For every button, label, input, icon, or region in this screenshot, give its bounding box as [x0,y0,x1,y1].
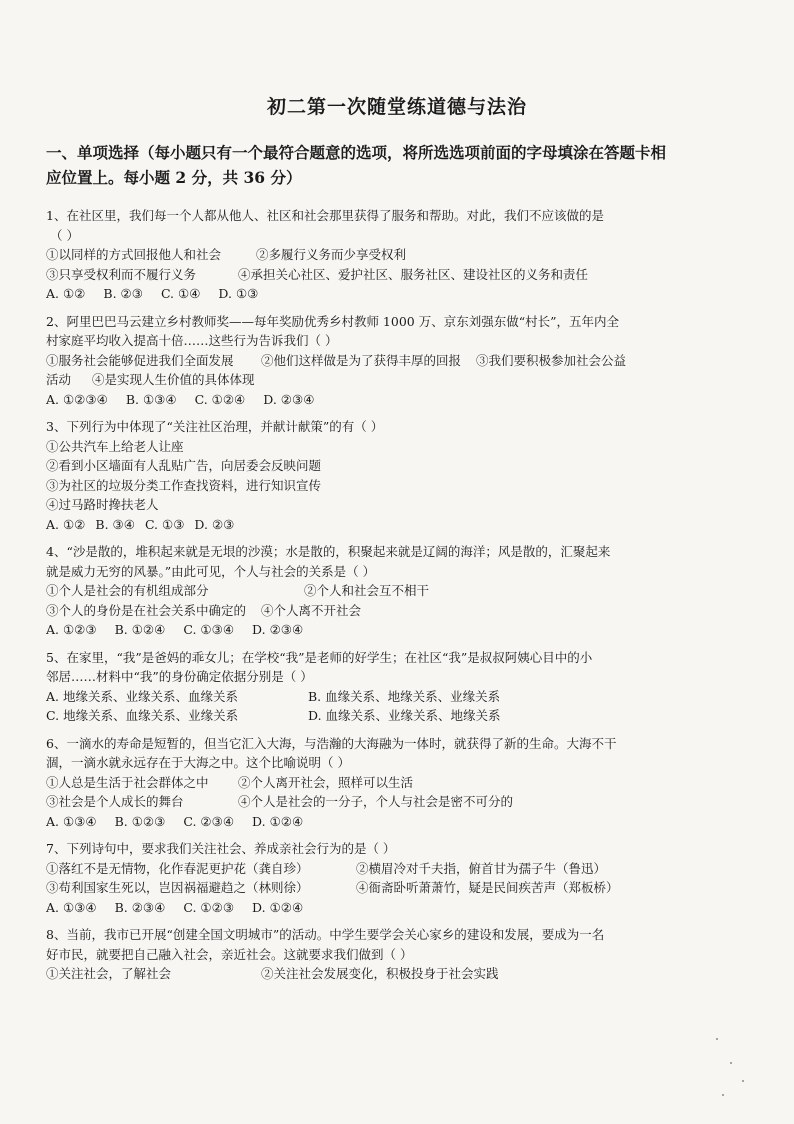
option-row [46,773,746,793]
question-stem: 涸，一滴水就永远存在于大海之中。这个比喻说明（ ） [46,755,350,770]
answer-choice: B. ①③④ [125,391,177,407]
option: ③社会是个人成长的舞台 [46,794,184,809]
question-stem: 村家庭平均收入提高十倍……这些行为告诉我们（ ） [46,333,338,348]
section-heading [46,140,746,190]
answer-choice: C. ②③④ [183,813,235,829]
question-stem: 好市民，就要把自己融入社会，亲近社会。这就要求我们做到（ ） [46,946,413,962]
option: ①以同样的方式回报他人和社会 [46,247,222,262]
answer-choices [46,390,746,410]
question-5 [46,648,746,726]
answer-choice: B. ②③ [103,286,143,301]
option: ①服务社会能够促进我们全面发展 [46,352,234,368]
option: ①关注社会，了解社会 [46,966,172,981]
scan-speck [742,1080,744,1082]
answer-choice: C. ①②④ [194,391,246,407]
option: B. 血缘关系、地缘关系、业缘关系 [308,688,501,704]
section-heading-line: 应位置上。每小题 2 分，共 36 分） [46,168,302,187]
option-row [46,601,746,621]
page-title: 初二第一次随堂练道德与法治 [266,96,527,118]
question-7 [46,839,746,917]
option: A. 地缘关系、业缘关系、血缘关系 [46,688,238,704]
answer-choice: D. ①③ [218,286,259,301]
option-row [46,859,746,879]
question-stem: 3、下列行为中体现了“关注社区治理，并献计献策”的有（ ） [46,419,384,434]
answer-choice: A. ①②③ [46,622,97,637]
answer-choice: D. ②③④ [263,391,315,407]
answer-choice: A. ①③④ [46,813,97,829]
answer-choice: C. ①③④ [183,622,235,637]
option-continued: 活动 [46,372,72,387]
option-row [46,964,746,984]
option: ④衙斋卧听萧萧竹，疑是民间疾苦声（郑板桥） [356,880,619,895]
answer-choice: B. ②③④ [114,899,166,915]
option-row [46,581,746,601]
answer-choice: D. ①②④ [252,899,304,915]
option-row [46,245,746,265]
scan-speck [730,1062,732,1064]
option: ①落红不是无情物，化作春泥更护花（龚自珍） [46,860,309,876]
answer-choice: B. ①②④ [114,622,166,637]
option: ①个人是社会的有机组成部分 [46,583,209,598]
question-stem: 8、当前，我市已开展“创建全国文明城市”的活动。中学生要学会关心家乡的建设和发展，要成为一名 [46,927,605,942]
option: ②个人离开社会，照样可以生活 [238,774,414,790]
answer-choice: A. ①③④ [46,899,97,915]
answer-choice: A. ①②③④ [46,391,108,407]
option-row [46,706,746,726]
answer-choice: B. ①②③ [114,813,166,829]
answer-choices [46,898,746,918]
option: ④是实现人生价值的具体体现 [92,372,255,387]
section-heading-line: 一、单项选择（每小题只有一个最符合题意的选项，将所选选项前面的字母填涂在答题卡相 [46,143,667,162]
question-6 [46,734,746,832]
answer-choices [46,620,746,640]
answer-choice: A. ①② [46,286,86,301]
option: ①公共汽车上给老人让座 [46,438,184,454]
answer-choice: A. ①② [46,516,86,532]
answer-choices [46,812,746,832]
question-stem: 5、在家里，“我”是爸妈的乖女儿；在学校“我”是老师的好学生；在社区“我”是叔叔阿姨心目中的小 [46,649,593,665]
question-2 [46,312,746,410]
question-1 [46,206,746,304]
option: ④个人是社会的一分子，个人与社会是密不可分的 [238,794,514,809]
option-row [46,792,746,812]
option: D. 血缘关系、业缘关系、地缘关系 [308,708,501,723]
option: ④过马路时搀扶老人 [46,497,159,512]
option: ③我们要积极参加社会公益 [476,352,627,368]
option-row [46,687,746,707]
option: ②关注社会发展变化，积极投身于社会实践 [261,966,499,981]
option: ②多履行义务而少享受权利 [256,247,407,262]
scan-speck [722,1094,724,1096]
question-8 [46,925,746,984]
question-stem: 4、“沙是散的，堆积起来就是无垠的沙漠；水是散的，积聚起来就是辽阔的海洋；风是散的，汇聚起来 [46,544,611,559]
answer-choices [46,515,746,535]
answer-bracket: （ ） [50,227,79,243]
question-stem: 就是威力无穷的风暴。”由此可见，个人与社会的关系是（ ） [46,563,376,579]
question-4 [46,542,746,640]
answer-choice: D. ②③④ [252,622,304,637]
option-row [46,351,746,371]
answer-choice: D. ①②④ [252,813,304,829]
option: ①人总是生活于社会群体之中 [46,774,209,790]
option: ③个人的身份是在社会关系中确定的 [46,602,247,618]
answer-choice: C. ①④ [160,286,201,301]
option: ③只享受权利而不履行义务 [46,266,197,282]
scan-speck [716,1038,718,1040]
answer-choice: C. ①②③ [183,899,235,915]
answer-choice: C. ①③ [144,516,185,532]
option: ②看到小区墙面有人乱贴广告，向居委会反映问题 [46,458,322,473]
option-row [46,370,746,390]
answer-choices [46,284,746,304]
option-row [46,265,746,285]
question-stem: 7、下列诗句中，要求我们关注社会、养成亲社会行为的是（ ） [46,841,396,856]
question-stem: 邻居……材料中“我”的身份确定依据分别是（ ） [46,669,313,684]
question-stem: 1、在社区里，我们每一个人都从他人、社区和社会那里获得了服务和帮助。对此，我们不应该做的是 [46,208,604,223]
answer-choice: B. ③④ [95,516,135,532]
option: ④个人离不开社会 [261,602,362,618]
question-stem: 6、一滴水的寿命是短暂的，但当它汇入大海，与浩瀚的大海融为一体时，就获得了新的生命。大海不干 [46,735,617,751]
option: ②个人和社会互不相干 [304,583,430,598]
option: ②横眉冷对千夫指，俯首甘为孺子牛（鲁迅） [356,860,607,876]
question-list [46,206,746,992]
option: ③为社区的垃圾分类工作查找资料，进行知识宣传 [46,477,322,493]
option: ④承担关心社区、爱护社区、服务社区、建设社区的义务和责任 [238,266,589,282]
option: ③苟利国家生死以，岂因祸福避趋之（林则徐） [46,880,309,895]
option: ②他们这样做是为了获得丰厚的回报 [261,352,462,368]
question-3 [46,417,746,534]
option: C. 地缘关系、血缘关系、业缘关系 [46,708,239,723]
question-stem: 2、阿里巴巴马云建立乡村教师奖——每年奖励优秀乡村教师 1000 万、京东刘强东做“村长”，五年内全 [46,313,619,329]
option-row [46,878,746,898]
answer-choice: D. ②③ [194,516,235,532]
